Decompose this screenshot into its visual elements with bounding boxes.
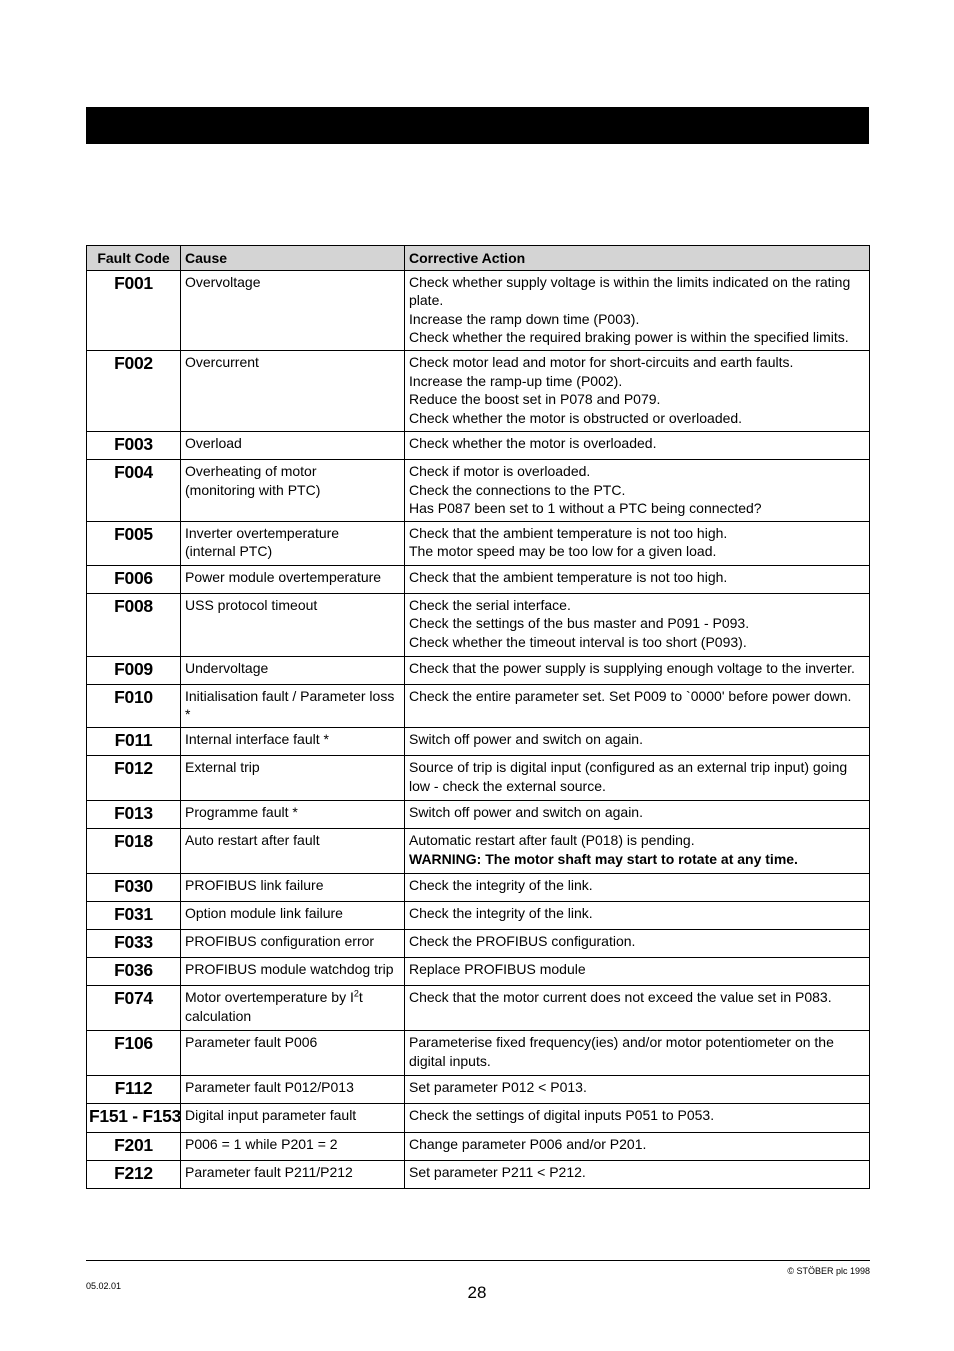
- cause-cell: [181, 1030, 405, 1075]
- cause-cell: [181, 727, 405, 755]
- cause-cell: [181, 873, 405, 901]
- cause-line: P006 = 1 while P201 = 2: [185, 1135, 338, 1152]
- corrective-action-cell: [405, 684, 870, 727]
- table-row: [87, 521, 870, 565]
- fault-code-cell: F006: [87, 565, 181, 593]
- corrective-action-cell: [405, 800, 870, 828]
- cause-line: PROFIBUS module watchdog trip: [185, 960, 394, 977]
- header-fault-code: Fault Code: [87, 246, 181, 271]
- corrective-action-cell: [405, 929, 870, 957]
- table-header-row: [87, 246, 870, 271]
- table-row: [87, 431, 870, 459]
- fault-code-cell: F031: [87, 901, 181, 929]
- corrective-action-cell: [405, 521, 870, 565]
- fault-code-cell: F212: [87, 1160, 181, 1188]
- fault-code-cell: F010: [87, 684, 181, 727]
- cause-cell: [181, 1075, 405, 1103]
- cause-cell: [181, 684, 405, 727]
- table-row: [87, 350, 870, 431]
- corrective-action-cell: [405, 1030, 870, 1075]
- header-corrective-action: Corrective Action: [405, 246, 870, 271]
- action-line: Set parameter P012 < P013.: [409, 1078, 587, 1095]
- fault-code-cell: F005: [87, 521, 181, 565]
- corrective-action-cell: [405, 270, 870, 350]
- table-row: [87, 901, 870, 929]
- cause-line: calculation: [185, 1007, 252, 1024]
- cause-line: Initialisation fault / Parameter loss *: [185, 687, 395, 723]
- cause-line: Inverter overtemperature: [185, 524, 340, 541]
- cause-line: PROFIBUS link failure: [185, 876, 324, 893]
- warning-line: WARNING: The motor shaft may start to rotate at any time.: [409, 850, 798, 867]
- cause-superscript: 2: [353, 988, 359, 999]
- action-line: Check that the ambient temperature is not too high.: [409, 568, 728, 585]
- corrective-action-cell: [405, 1075, 870, 1103]
- corrective-action-cell: [405, 565, 870, 593]
- cause-cell: [181, 1160, 405, 1188]
- fault-code-cell: F201: [87, 1132, 181, 1160]
- cause-line: (internal PTC): [185, 543, 273, 560]
- cause-cell: [181, 1132, 405, 1160]
- corrective-action-cell: [405, 755, 870, 800]
- table-row: [87, 755, 870, 800]
- action-line: Check the integrity of the link.: [409, 904, 593, 921]
- corrective-action-cell: [405, 873, 870, 901]
- fault-code-cell: F112: [87, 1075, 181, 1103]
- footer-copyright: © STÖBER plc 1998: [787, 1266, 870, 1276]
- table-row: [87, 727, 870, 755]
- fault-code-cell: F151 - F153: [87, 1103, 181, 1132]
- table-row: [87, 800, 870, 828]
- action-line: Check the entire parameter set. Set P009 to `0000' before power down.: [409, 687, 852, 704]
- action-line: Check that the power supply is supplying enough voltage to the inverter.: [409, 659, 855, 676]
- cause-line: Overcurrent: [185, 353, 259, 370]
- cause-line: Parameter fault P006: [185, 1033, 318, 1050]
- corrective-action-cell: [405, 459, 870, 521]
- cause-cell: [181, 656, 405, 684]
- cause-cell: [181, 901, 405, 929]
- corrective-action-cell: [405, 985, 870, 1030]
- cause-line: Programme fault *: [185, 803, 298, 820]
- fault-code-cell: F013: [87, 800, 181, 828]
- fault-code-cell: F008: [87, 593, 181, 656]
- action-line: Check the serial interface.: [409, 596, 571, 613]
- table-row: [87, 270, 870, 350]
- table-row: [87, 656, 870, 684]
- action-line: Has P087 been set to 1 without a PTC being connected?: [409, 500, 762, 517]
- corrective-action-cell: [405, 1160, 870, 1188]
- header-cause: Cause: [181, 246, 405, 271]
- action-line: Check motor lead and motor for short-circuits and earth faults.: [409, 353, 794, 370]
- action-line: Check the connections to the PTC.: [409, 481, 626, 498]
- action-line: Reduce the boost set in P078 and P079.: [409, 391, 661, 408]
- action-line: Check the PROFIBUS configuration.: [409, 932, 636, 949]
- cause-cell: [181, 957, 405, 985]
- corrective-action-cell: [405, 828, 870, 873]
- table-row: [87, 565, 870, 593]
- action-line: Check the integrity of the link.: [409, 876, 593, 893]
- action-line: Switch off power and switch on again.: [409, 803, 643, 820]
- action-line: Check whether supply voltage is within the limits indicated on the rating plate.: [409, 273, 851, 309]
- cause-cell: [181, 350, 405, 431]
- cause-line: (monitoring with PTC): [185, 481, 321, 498]
- action-line: Check whether the required braking power is within the specified limits.: [409, 329, 849, 346]
- fault-code-cell: F002: [87, 350, 181, 431]
- cause-text: t: [358, 988, 363, 1005]
- fault-code-cell: F018: [87, 828, 181, 873]
- page-number: 28: [467, 1283, 487, 1302]
- action-line: Switch off power and switch on again.: [409, 730, 643, 747]
- cause-line: Parameter fault P012/P013: [185, 1078, 354, 1095]
- table-row: [87, 1160, 870, 1188]
- table-row: [87, 929, 870, 957]
- header-bar: [86, 107, 869, 144]
- corrective-action-cell: [405, 431, 870, 459]
- cause-cell: [181, 800, 405, 828]
- table-row: [87, 684, 870, 727]
- fault-code-cell: F030: [87, 873, 181, 901]
- fault-code-cell: F074: [87, 985, 181, 1030]
- footer-date: 05.02.01: [86, 1281, 122, 1291]
- table-row: [87, 957, 870, 985]
- table-row: [87, 1030, 870, 1075]
- cause-cell: [181, 1103, 405, 1132]
- corrective-action-cell: [405, 727, 870, 755]
- cause-cell: [181, 565, 405, 593]
- cause-cell: [181, 459, 405, 521]
- table-row: [87, 985, 870, 1030]
- action-line: Check that the motor current does not exceed the value set in P083.: [409, 988, 832, 1005]
- action-line: The motor speed may be too low for a given load.: [409, 543, 717, 560]
- cause-line: USS protocol timeout: [185, 596, 318, 613]
- action-line: Check if motor is overloaded.: [409, 462, 591, 479]
- corrective-action-cell: [405, 901, 870, 929]
- fault-code-cell: F106: [87, 1030, 181, 1075]
- corrective-action-cell: [405, 957, 870, 985]
- cause-cell: [181, 985, 405, 1030]
- cause-line: Power module overtemperature: [185, 568, 382, 585]
- cause-line: Parameter fault P211/P212: [185, 1163, 353, 1180]
- cause-line: Digital input parameter fault: [185, 1106, 357, 1123]
- fault-code-cell: F012: [87, 755, 181, 800]
- fault-code-cell: F003: [87, 431, 181, 459]
- action-line: Increase the ramp down time (P003).: [409, 310, 640, 327]
- action-line: Check whether the timeout interval is too short (P093).: [409, 633, 747, 650]
- cause-cell: [181, 593, 405, 656]
- corrective-action-cell: [405, 350, 870, 431]
- fault-code-cell: F036: [87, 957, 181, 985]
- corrective-action-cell: [405, 1132, 870, 1160]
- corrective-action-cell: [405, 593, 870, 656]
- cause-cell: [181, 270, 405, 350]
- fault-code-cell: F033: [87, 929, 181, 957]
- footer-rule: [86, 1260, 870, 1261]
- table-row: [87, 1075, 870, 1103]
- cause-line: PROFIBUS configuration error: [185, 932, 375, 949]
- action-line: Increase the ramp-up time (P002).: [409, 372, 623, 389]
- fault-code-cell: F001: [87, 270, 181, 350]
- action-line: Parameterise fixed frequency(ies) and/or motor potentiometer on the digital inputs.: [409, 1033, 834, 1069]
- cause-cell: [181, 431, 405, 459]
- action-line: Change parameter P006 and/or P201.: [409, 1135, 647, 1152]
- table-row: [87, 873, 870, 901]
- fault-code-cell: F004: [87, 459, 181, 521]
- fault-code-table: [86, 245, 870, 1189]
- cause-line: Overvoltage: [185, 273, 261, 290]
- cause-line: Option module link failure: [185, 904, 343, 921]
- cause-line: Internal interface fault *: [185, 730, 329, 747]
- action-line: Check the settings of the bus master and P091 - P093.: [409, 615, 750, 632]
- action-line: Check that the ambient temperature is not too high.: [409, 524, 728, 541]
- cause-line: Overload: [185, 434, 242, 451]
- action-line: Check whether the motor is obstructed or overloaded.: [409, 409, 743, 426]
- action-line: Automatic restart after fault (P018) is pending.: [409, 831, 695, 848]
- corrective-action-cell: [405, 656, 870, 684]
- table-row: [87, 1103, 870, 1132]
- cause-line: Auto restart after fault: [185, 831, 320, 848]
- cause-line: External trip: [185, 758, 260, 775]
- cause-cell: [181, 828, 405, 873]
- corrective-action-cell: [405, 1103, 870, 1132]
- action-line: Replace PROFIBUS module: [409, 960, 586, 977]
- action-line: Source of trip is digital input (configured as an external trip input) going low - check the external source.: [409, 758, 848, 794]
- fault-code-cell: F009: [87, 656, 181, 684]
- cause-line: Overheating of motor: [185, 462, 317, 479]
- action-line: Check whether the motor is overloaded.: [409, 434, 657, 451]
- table-row: [87, 593, 870, 656]
- cause-text: Motor overtemperature by I: [185, 988, 354, 1005]
- action-line: Set parameter P211 < P212.: [409, 1163, 586, 1180]
- cause-cell: [181, 755, 405, 800]
- table-row: [87, 828, 870, 873]
- table-row: [87, 1132, 870, 1160]
- cause-cell: [181, 521, 405, 565]
- cause-line: [185, 988, 400, 1007]
- action-line: Check the settings of digital inputs P051 to P053.: [409, 1106, 715, 1123]
- table-row: [87, 459, 870, 521]
- cause-line: Undervoltage: [185, 659, 269, 676]
- cause-cell: [181, 929, 405, 957]
- fault-code-cell: F011: [87, 727, 181, 755]
